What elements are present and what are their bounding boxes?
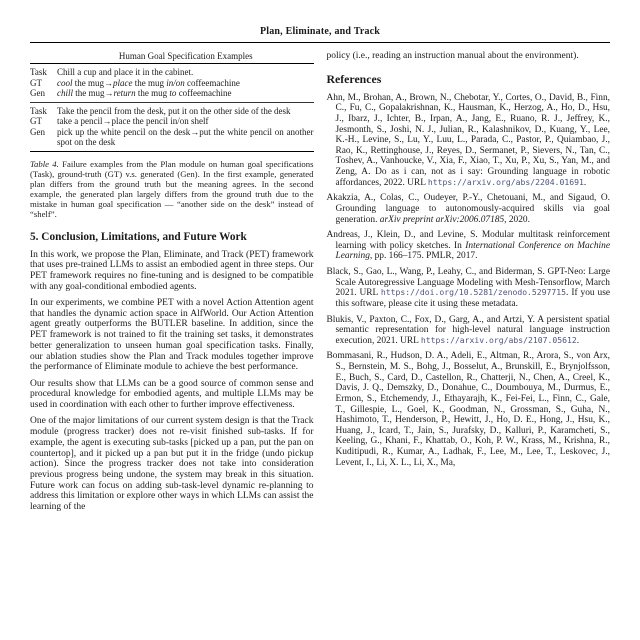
reference-entry: Akakzia, A., Colas, C., Oudeyer, P.-Y., Chetouani, M., and Sigaud, O. Grounding language to autonomously-acquired skills via goal generation. arXiv preprint arXiv:2006.07185, 2020. [326,193,610,225]
table-bottom-rule [30,151,314,152]
table-header: Human Goal Specification Examples [118,51,253,61]
table-row [30,88,314,98]
row-text: Chill a cup and place it in the cabinet. [57,66,194,77]
reference-entry: Andreas, J., Klein, D., and Levine, S. Modular multitask reinforcement learning with policy sketches. In International Conference on Machine Learning, pp. 166–175. PMLR, 2017. [326,230,610,262]
row-text: cool the mug→place the mug in/on coffeemachine [57,77,240,88]
body-paragraph: In this work, we propose the Plan, Eliminate, and Track (PET) framework that uses pre-trained LLMs to assist an embodied agent in three steps. Our PET framework requires no fine-tuning and is designed to be compatible with any goal-conditional embodied agents. [30,249,314,292]
reference-entry: Blukis, V., Paxton, C., Fox, D., Garg, A., and Artzi, Y. A persistent spatial semantic representation for high-level natural language instruction execution, 2021. URL https://arxiv.org/abs/2107.05612. [326,314,610,346]
table-4 [30,51,314,152]
reference-url-link[interactable]: https://arxiv.org/abs/2107.05612 [420,334,577,345]
row-label: Gen [30,127,45,137]
row-label: GT [30,116,42,127]
reference-list [327,93,611,469]
table-row [30,127,314,148]
row-text: chill the mug→return the mug to coffeemachine [57,88,232,99]
table-row [30,106,314,116]
reference-entry: Bommasani, R., Hudson, D. A., Adeli, E., Altman, R., Arora, S., von Arx, S., Bernstein, M. S., Bohg, J., Bosselut, A., Brunskill, E., Brynjolfsson, E., Buch, S., Card, D., Castellon, R., Chatterji, N., Chen, A., Creel, K., Davis, J. Q., Demszky, D., Donahue, C., Doumbouya, M., Durmus, E., Ermon, S., Etchemendy, J., Ethayarajh, K., Fei-Fei, L., Finn, C., Gale, T., Gillespie, L., Goel, K., Goodman, N., Grossman, S., Guha, N., Hashimoto, T., Henderson, P., Hewitt, J., Ho, D. E., Hong, J., Hsu, K., Huang, J., Icard, T., Jain, S., Jurafsky, D., Kalluri, P., Karamcheti, S., Keeling, G., Khani, F., Khattab, O., Koh, P. W., Krass, M., Krishna, R., Kuditipudi, R., Kumar, A., Ladhak, F., Lee, M., Lee, T., Leskovec, J., Levent, I., Li, X. L., Li, X., Ma, [326,351,610,468]
row-label: Gen [30,88,45,99]
two-column-layout [30,51,610,518]
table-caption [30,159,314,220]
row-label: Task [30,105,47,116]
caption-text: Failure examples from the Plan module on human goal specifications (Task), ground-truth (GT) v.s. generated (Gen). In the first example, generated plan differs from the ground truth but the meaning agrees. In the second example, the generated plan largely differs from the ground truth due to the mistake in human goal specification — “another side on the desk” instead of “shelf”. [30,159,314,220]
row-text: take a pencil→place the pencil in/on shelf [57,116,209,127]
body-paragraph: One of the major limitations of our current system design is that the Track module (progress tracker) does not re-visit finished sub-tasks. If for example, the agent is executing sub-tasks [picked up a pan, put the pan on countertop], and it picked up a pan but put it in the fridge (undo pickup action). Since the progress tracker does not take into consideration previous progress being undone, the system may break in this situation. Future work can focus on adding sub-task-level dynamic re-planning to address this limitation or explore other ways in which LLMs can assist the learning of the [30,416,314,513]
body-paragraph: Our results show that LLMs can be a good source of common sense and procedural knowledge for embodied agents, and multiple LLMs may be used in coordination with each other to further improve effectiveness. [30,378,314,411]
conclusion-paragraphs [30,250,314,513]
reference-entry: Ahn, M., Brohan, A., Brown, N., Chebotar, Y., Cortes, O., David, B., Finn, C., Fu, C., Gopalakrishnan, K., Hausman, K., Herzog, A., Ho, D., Hsu, J., Ibarz, J., Ichter, B., Irpan, A., Jang, E., Ruano, R. J., Jeffrey, K., Jesmonth, S., Joshi, N. J., Julian, R., Kalashnikov, D., Kuang, Y., Lee, K.-H., Levine, S., Lu, Y., Luu, L., Parada, C., Pastor, P., Quiambao, J., Rao, K., Rettinghouse, J., Reyes, D., Sermanet, P., Sievers, N., Tan, C., Toshev, A., Vanhoucke, V., Xia, F., Xiao, T., Xu, P., Xu, S., Yan, M., and Zeng, A. Do as i can, not as i say: Grounding language in robotic affordances, 2022. URL https://arxiv.org/abs/2204.01691. [326,92,610,188]
reference-entry: Black, S., Gao, L., Wang, P., Leahy, C., and Biderman, S. GPT-Neo: Large Scale Autoregressive Language Modeling with Mesh-Tensorflow, March 2021. URL https://doi.org/10.5281/zenodo.5297715. If you use this software, please cite it using these metadata. [326,267,610,309]
running-title: Plan, Eliminate, and Track [259,26,381,37]
table-row [30,78,314,88]
row-label: Task [30,66,47,77]
table-row [30,67,314,77]
caption-label: Table 4. [30,159,59,169]
reference-url-link[interactable]: https://doi.org/10.5281/zenodo.5297715 [380,287,567,298]
table-body [30,64,314,151]
left-column [30,51,314,518]
row-label: GT [30,77,42,88]
body-paragraph: In our experiments, we combine PET with a novel Action Attention agent that handles the dynamic action space in AlfWorld. Our Action Attention agent greatly outperforms the BUTLER baseline. In addition, since the PET framework is not trained to fit the training set tasks, it demonstrates better generalization to unseen human goal specification tasks. Finally, our ablation studies show the Plan and Track modules together improve the performance of Eliminate module to achieve the best performance. [30,297,314,373]
right-column [327,51,611,518]
row-text: Take the pencil from the desk, put it on the other side of the desk [57,105,291,116]
table-group [30,102,314,151]
reference-url-link[interactable]: https://arxiv.org/abs/2204.01691 [427,176,584,187]
row-text: pick up the white pencil on the desk→put the white pencil on another spot on the desk [57,127,314,148]
table-group [30,64,314,102]
table-row [30,116,314,126]
header-rule [30,42,610,43]
overflow-paragraph: policy (i.e., reading an instruction manual about the environment). [326,51,579,61]
section-heading: 5. Conclusion, Limitations, and Future Work [30,230,247,243]
references-heading: References [326,71,382,86]
